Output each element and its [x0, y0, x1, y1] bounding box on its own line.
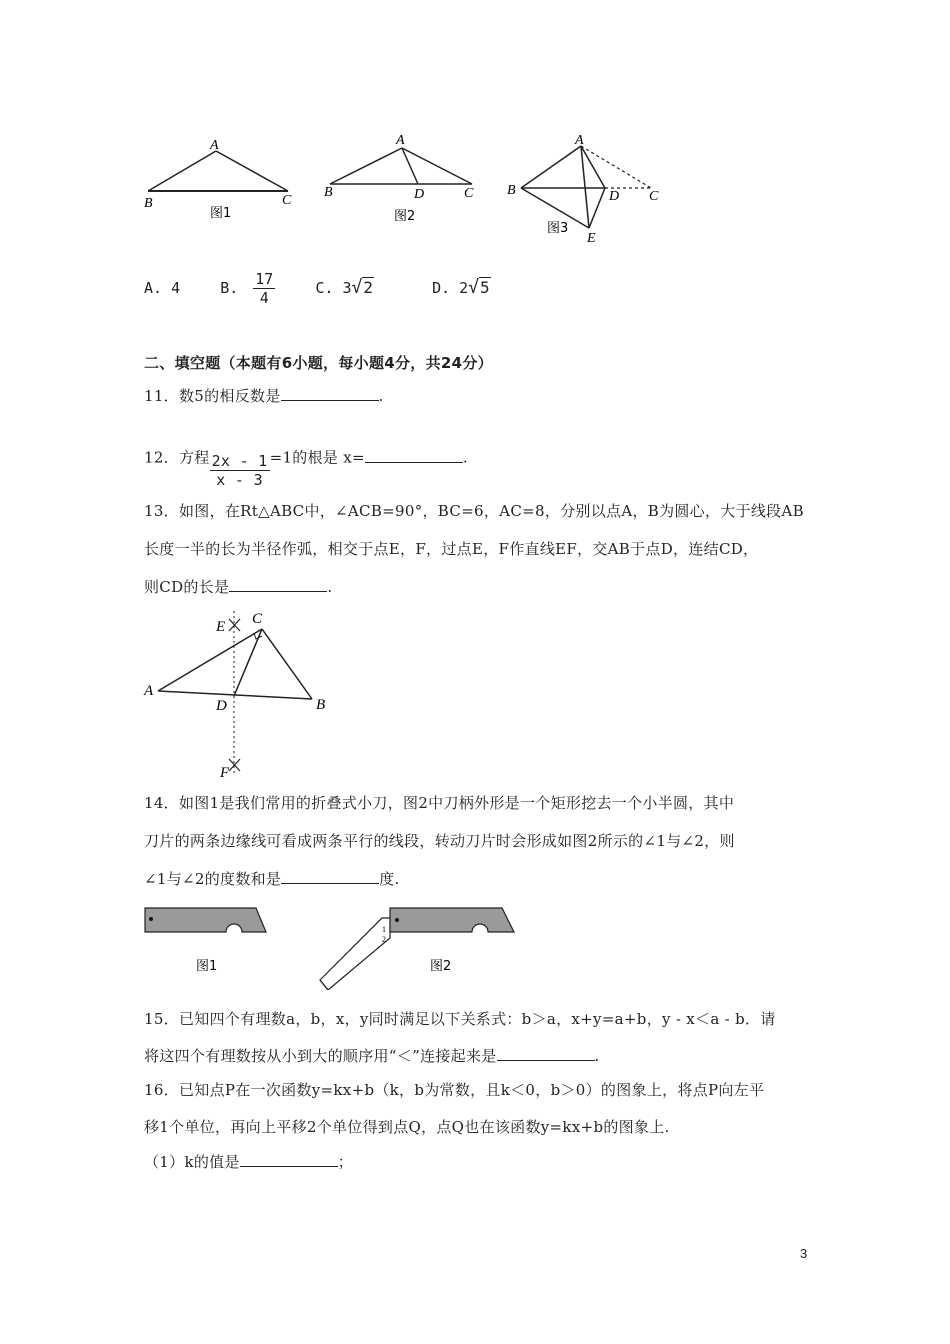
label-A: A — [144, 683, 154, 699]
option-c-label: C. 3 — [315, 279, 352, 297]
label-A: A — [210, 138, 219, 153]
option-b-label: B. — [220, 279, 239, 297]
q14-figure-2 — [312, 898, 522, 990]
option-b-fraction: $\frac{17}{4}$ — [255, 270, 274, 307]
label-C: C — [464, 186, 474, 201]
question-15-line-1: 15．已知四个有理数a，b，x，y同时满足以下关系式：b＞a，x+y=a+b，y - x＜a - b．请 — [144, 1010, 776, 1028]
figure-caption: 图1 — [196, 959, 218, 974]
question-14-line-1: 14．如图1是我们常用的折叠式小刀，图2中刀柄外形是一个矩形挖去一个小半圆，其中 — [144, 794, 735, 812]
figure-caption: 图3 — [547, 221, 569, 236]
q14-figure-1 — [140, 900, 275, 980]
figure-caption: 图1 — [210, 206, 232, 221]
q10-figure-1 — [140, 135, 300, 230]
question-13-line-1: 13．如图，在Rt△ABC中，∠ACB=90°，BC=6，AC=8，分别以点A，B为圆心，大于线段AB — [144, 502, 804, 520]
q10-figure-3 — [505, 132, 670, 247]
answer-blank[interactable] — [365, 448, 463, 463]
answer-blank[interactable] — [281, 386, 379, 401]
question-15-line-2: 将这四个有理数按从小到大的顺序用“＜”连接起来是 . — [144, 1047, 600, 1065]
question-14-line-2: 刀片的两条边缘线可看成两条平行的线段，转动刀片时会形成如图2所示的∠1与∠2，则 — [144, 832, 735, 850]
option-c-radicand: 2 — [363, 278, 374, 297]
label-E: E — [587, 231, 596, 246]
answer-blank[interactable] — [240, 1152, 338, 1167]
label-A: A — [396, 133, 405, 148]
label-B: B — [507, 183, 516, 198]
figure-caption: 图2 — [394, 209, 416, 224]
angle-2-label: 2 — [382, 935, 386, 944]
q10-figure-2 — [320, 128, 485, 228]
label-D: D — [609, 189, 620, 204]
label-D: D — [414, 187, 425, 202]
question-14-line-3: ∠1与∠2的度数和是 度. — [144, 870, 400, 888]
label-A: A — [575, 133, 584, 148]
q10-options: A. 4 B. $\frac{17}{4}$ C. 3√2 D. 2√5 — [144, 270, 490, 307]
angle-1-label: 1 — [382, 925, 386, 934]
label-C: C — [649, 189, 659, 204]
option-d-radicand: 5 — [480, 278, 490, 297]
question-11: 11．数5的相反数是 . — [144, 387, 384, 405]
answer-blank[interactable] — [497, 1046, 595, 1061]
equation-fraction: $\frac{2x - 1}{x - 3}$ — [211, 452, 268, 489]
question-13-line-2: 长度一半的长为半径作弧，相交于点E，F，过点E，F作直线EF，交AB于点D，连结CD， — [144, 540, 759, 558]
label-D: D — [216, 698, 227, 714]
question-16-line-1: 16．已知点P在一次函数y=kx+b（k，b为常数，且k＜0，b＞0）的图象上，将点P向左平 — [144, 1081, 765, 1099]
question-16-line-2: 移1个单位，再向上平移2个单位得到点Q，点Q也在该函数y=kx+b的图象上. — [144, 1118, 670, 1136]
answer-blank[interactable] — [229, 577, 327, 592]
label-C: C — [252, 611, 263, 627]
question-13-line-3: 则CD的长是 . — [144, 578, 333, 596]
label-B: B — [316, 697, 326, 713]
option-d-label: D. 2 — [432, 279, 469, 297]
label-B: B — [324, 185, 333, 200]
question-12: 12．方程 $\frac{2x - 1}{x - 3}$ =1的根是 x= . — [144, 448, 468, 489]
label-B: B — [144, 196, 153, 211]
answer-blank[interactable] — [281, 869, 379, 884]
label-E: E — [216, 619, 226, 635]
label-C: C — [282, 193, 292, 208]
section-title: 二、填空题（本题有6小题，每小题4分，共24分） — [144, 354, 493, 372]
figure-caption: 图2 — [430, 959, 452, 974]
question-16-line-3: （1）k的值是 ； — [144, 1153, 354, 1171]
label-F: F — [220, 765, 230, 780]
page-number: 3 — [800, 1246, 808, 1261]
option-a: A. 4 — [144, 279, 181, 297]
q13-figure — [140, 605, 340, 780]
